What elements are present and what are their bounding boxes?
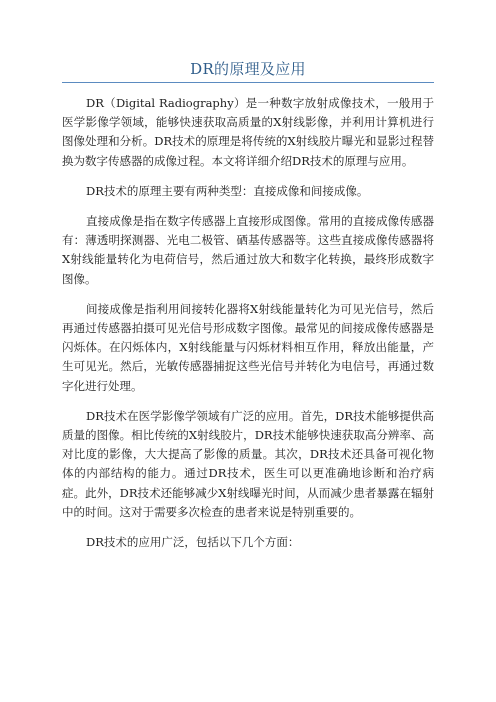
- page-title: DR的原理及应用: [190, 60, 306, 78]
- document-body: [62, 94, 434, 552]
- paragraph-direct-imaging: 直接成像是指在数字传感器上直接形成图像。常用的直接成像传感器有：薄透明探测器、光电二极管、硒基传感器等。这些直接成像传感器将X射线能量转化为电荷信号，然后通过放大和数字化转换，最终形成数字图像。: [62, 214, 434, 286]
- title-underline: [62, 82, 434, 83]
- paragraph-indirect-imaging: 间接成像是指利用间接转化器将X射线能量转化为可见光信号，然后再通过传感器拍摄可见光信号形成数字图像。最常见的间接成像传感器是闪烁体。在闪烁体内，X射线能量与闪烁材料相互作用，释放出能量，产生可见光。然后，光敏传感器捕捉这些光信号并转化为电信号，再通过数字化进行处理。: [62, 301, 434, 393]
- paragraph-applications: DR技术在医学影像学领域有广泛的应用。首先，DR技术能够提供高质量的图像。相比传统的X射线胶片，DR技术能够快速获取高分辨率、高对比度的影像，大大提高了影像的质量。其次，DR技术还具备可视化物体的内部结构的能力。通过DR技术，医生可以更准确地诊断和治疗病症。此外，DR技术还能够减少X射线曝光时间，从而减少患者暴露在辐射中的时间。这对于需要多次检查的患者来说是特别重要的。: [62, 408, 434, 519]
- paragraph-application-list-intro: DR技术的应用广泛，包括以下几个方面：: [86, 535, 300, 550]
- paragraph-principle-types: DR技术的原理主要有两种类型：直接成像和间接成像。: [86, 183, 369, 198]
- paragraph-intro: DR（Digital Radiography）是一种数字放射成像技术，一般用于医学影像学领域，能够快速获取高质量的X射线影像，并利用计算机进行图像处理和分析。DR技术的原理是将传统的X射线胶片曝光和显影过程替换为数字传感器的成像过程。本文将详细介绍DR技术的原理与应用。: [62, 96, 434, 168]
